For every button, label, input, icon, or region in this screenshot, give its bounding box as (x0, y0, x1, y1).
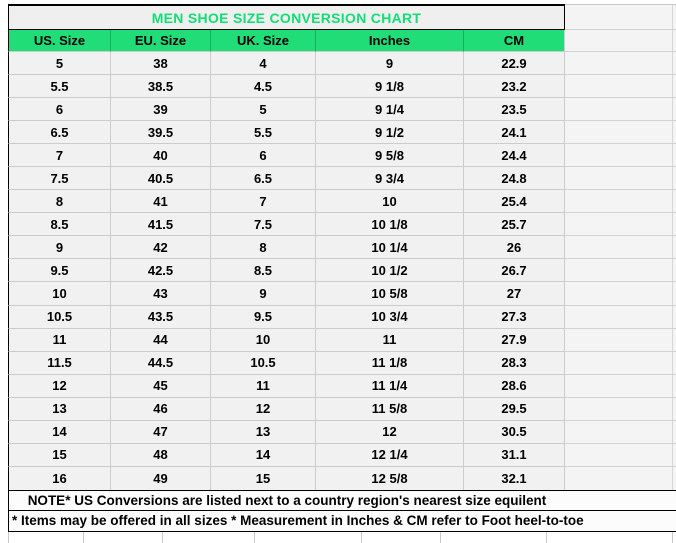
cell-cm: 24.4 (463, 144, 565, 167)
note-primary: NOTE* US Conversions are listed next to a country region's nearest size equilent (8, 490, 676, 511)
cell-cm: 24.8 (463, 167, 565, 190)
cell-inches: 11 (315, 329, 463, 352)
v-gridline (672, 532, 673, 543)
cell-eu-size: 44 (110, 329, 210, 352)
cell-uk-size: 13 (210, 421, 315, 444)
cell-inches: 10 5/8 (315, 282, 463, 305)
left-margin (0, 490, 8, 511)
cell-eu-size: 45 (110, 375, 210, 398)
left-margin (0, 236, 8, 259)
table-row (0, 75, 676, 98)
cell-eu-size: 47 (110, 421, 210, 444)
empty-column-cell (565, 236, 676, 259)
left-margin (0, 467, 8, 490)
empty-column-cell (565, 282, 676, 305)
page-title: MEN SHOE SIZE CONVERSION CHART (151, 9, 422, 26)
cell-inches: 11 5/8 (315, 398, 463, 421)
note-row-primary (0, 490, 676, 511)
v-gridline (672, 144, 673, 166)
cell-cm: 25.7 (463, 213, 565, 236)
cell-uk-size: 11 (210, 375, 315, 398)
cell-cm: 23.2 (463, 75, 565, 98)
table-row (0, 190, 676, 213)
table-row (0, 375, 676, 398)
empty-column-cell (565, 467, 676, 490)
cell-eu-size: 39.5 (110, 121, 210, 144)
left-margin (0, 75, 8, 98)
cell-inches: 10 1/8 (315, 213, 463, 236)
cell-uk-size: 5.5 (210, 121, 315, 144)
cell-us-size: 7 (8, 144, 110, 167)
table-row (0, 167, 676, 190)
v-gridline (672, 75, 673, 97)
table-row (0, 352, 676, 375)
cell-cm: 24.1 (463, 121, 565, 144)
cell-us-size: 9.5 (8, 259, 110, 282)
cell-inches: 10 (315, 190, 463, 213)
table-row (0, 329, 676, 352)
cell-cm: 23.5 (463, 98, 565, 121)
cell-uk-size: 6.5 (210, 167, 315, 190)
table-row (0, 213, 676, 236)
cell-cm: 30.5 (463, 421, 565, 444)
left-margin (0, 282, 8, 305)
cell-eu-size: 38.5 (110, 75, 210, 98)
cell-us-size: 8 (8, 190, 110, 213)
cell-us-size: 11.5 (8, 352, 110, 375)
cell-inches: 9 (315, 52, 463, 75)
table-row (0, 98, 676, 121)
cell-eu-size: 44.5 (110, 352, 210, 375)
v-gridline (672, 5, 673, 29)
empty-column-cell (565, 4, 676, 30)
v-gridline (672, 98, 673, 120)
v-gridline (672, 444, 673, 466)
cell-uk-size: 6 (210, 144, 315, 167)
cell-eu-size: 48 (110, 444, 210, 467)
cell-eu-size: 41.5 (110, 213, 210, 236)
cell-uk-size: 7.5 (210, 213, 315, 236)
cell-cm: 28.3 (463, 352, 565, 375)
table-row (0, 282, 676, 305)
empty-column-cell (565, 259, 676, 282)
left-margin (0, 511, 8, 532)
left-margin (0, 444, 8, 467)
table-row (0, 467, 676, 490)
cell-uk-size: 10 (210, 329, 315, 352)
cell-inches: 9 5/8 (315, 144, 463, 167)
v-gridline (361, 532, 362, 543)
column-header-uk-size: UK. Size (210, 30, 315, 52)
cell-uk-size: 9.5 (210, 306, 315, 329)
left-margin (0, 167, 8, 190)
cell-inches: 10 3/4 (315, 306, 463, 329)
empty-column-cell (565, 398, 676, 421)
cell-eu-size: 40 (110, 144, 210, 167)
table-row (0, 236, 676, 259)
column-header-cm: CM (463, 30, 565, 52)
cell-uk-size: 10.5 (210, 352, 315, 375)
title-row (0, 4, 676, 30)
cell-cm: 27.3 (463, 306, 565, 329)
cell-inches: 11 1/8 (315, 352, 463, 375)
cell-inches: 9 3/4 (315, 167, 463, 190)
table-row (0, 444, 676, 467)
left-margin (0, 52, 8, 75)
partial-next-row (0, 532, 676, 543)
cell-us-size: 16 (8, 467, 110, 490)
empty-column-cell (565, 121, 676, 144)
left-margin (0, 398, 8, 421)
v-gridline (672, 306, 673, 328)
empty-column-cell (565, 30, 676, 52)
empty-column-cell (565, 144, 676, 167)
chart-title-cell (8, 4, 565, 30)
left-margin (0, 144, 8, 167)
left-margin (0, 375, 8, 398)
column-header-eu-size: EU. Size (110, 30, 210, 52)
v-gridline (83, 532, 84, 543)
cell-uk-size: 15 (210, 467, 315, 490)
cell-eu-size: 41 (110, 190, 210, 213)
cell-us-size: 10.5 (8, 306, 110, 329)
cell-uk-size: 7 (210, 190, 315, 213)
cell-us-size: 14 (8, 421, 110, 444)
cell-uk-size: 8.5 (210, 259, 315, 282)
v-gridline (672, 190, 673, 212)
column-header-us-size: US. Size (8, 30, 110, 52)
cell-uk-size: 14 (210, 444, 315, 467)
v-gridline (672, 352, 673, 374)
left-margin (0, 190, 8, 213)
empty-column-cell (565, 375, 676, 398)
cell-cm: 26.7 (463, 259, 565, 282)
v-gridline (672, 421, 673, 443)
cell-cm: 28.6 (463, 375, 565, 398)
v-gridline (672, 259, 673, 281)
v-gridline (672, 375, 673, 397)
table-row (0, 121, 676, 144)
cell-us-size: 12 (8, 375, 110, 398)
cell-us-size: 5 (8, 52, 110, 75)
empty-column-cell (565, 444, 676, 467)
cell-us-size: 9 (8, 236, 110, 259)
cell-us-size: 8.5 (8, 213, 110, 236)
cell-eu-size: 40.5 (110, 167, 210, 190)
cell-inches: 9 1/4 (315, 98, 463, 121)
cell-inches: 9 1/2 (315, 121, 463, 144)
empty-column-cell (565, 329, 676, 352)
conversion-chart-table (0, 4, 676, 543)
cell-inches: 12 1/4 (315, 444, 463, 467)
cell-cm: 22.9 (463, 52, 565, 75)
v-gridline (672, 213, 673, 235)
left-margin (0, 329, 8, 352)
column-header-inches: Inches (315, 30, 463, 52)
cell-eu-size: 42 (110, 236, 210, 259)
empty-column-cell (565, 190, 676, 213)
cell-eu-size: 49 (110, 467, 210, 490)
empty-column-cell (565, 75, 676, 98)
empty-column-cell (565, 421, 676, 444)
v-gridline (8, 532, 9, 543)
cell-us-size: 5.5 (8, 75, 110, 98)
empty-column-cell (565, 306, 676, 329)
left-margin (0, 352, 8, 375)
cell-cm: 27 (463, 282, 565, 305)
left-margin (0, 306, 8, 329)
cell-eu-size: 39 (110, 98, 210, 121)
left-margin (0, 98, 8, 121)
table-row (0, 259, 676, 282)
empty-column-cell (565, 213, 676, 236)
cell-uk-size: 4.5 (210, 75, 315, 98)
note-row-secondary (0, 511, 676, 532)
left-margin (0, 259, 8, 282)
cell-inches: 12 5/8 (315, 467, 463, 490)
cell-cm: 31.1 (463, 444, 565, 467)
v-gridline (672, 52, 673, 74)
cell-cm: 29.5 (463, 398, 565, 421)
note-secondary: * Items may be offered in all sizes * Measurement in Inches & CM refer to Foot heel-to-toe (8, 511, 676, 532)
cell-cm: 26 (463, 236, 565, 259)
table-row (0, 421, 676, 444)
empty-column-cell (565, 52, 676, 75)
table-row (0, 398, 676, 421)
left-margin (0, 213, 8, 236)
cell-us-size: 6 (8, 98, 110, 121)
cell-us-size: 15 (8, 444, 110, 467)
v-gridline (672, 329, 673, 351)
v-gridline (672, 467, 673, 490)
cell-us-size: 7.5 (8, 167, 110, 190)
cell-inches: 9 1/8 (315, 75, 463, 98)
v-gridline (672, 398, 673, 420)
v-gridline (672, 121, 673, 143)
cell-eu-size: 38 (110, 52, 210, 75)
empty-column-cell (565, 98, 676, 121)
cell-eu-size: 43 (110, 282, 210, 305)
table-row (0, 144, 676, 167)
cell-uk-size: 12 (210, 398, 315, 421)
cell-uk-size: 5 (210, 98, 315, 121)
cell-uk-size: 8 (210, 236, 315, 259)
empty-column-cell (565, 167, 676, 190)
cell-uk-size: 4 (210, 52, 315, 75)
v-gridline (672, 167, 673, 189)
v-gridline (162, 532, 163, 543)
left-margin (0, 421, 8, 444)
table-row (0, 306, 676, 329)
cell-inches: 11 1/4 (315, 375, 463, 398)
column-header-row (0, 30, 676, 52)
cell-us-size: 11 (8, 329, 110, 352)
cell-inches: 10 1/4 (315, 236, 463, 259)
v-gridline (672, 30, 673, 51)
cell-eu-size: 42.5 (110, 259, 210, 282)
table-body (0, 52, 676, 490)
empty-column-cell (565, 352, 676, 375)
cell-eu-size: 43.5 (110, 306, 210, 329)
cell-us-size: 13 (8, 398, 110, 421)
cell-us-size: 10 (8, 282, 110, 305)
v-gridline (440, 532, 441, 543)
cell-cm: 32.1 (463, 467, 565, 490)
v-gridline (546, 532, 547, 543)
v-gridline (254, 532, 255, 543)
v-gridline (672, 236, 673, 258)
cell-inches: 10 1/2 (315, 259, 463, 282)
left-margin (0, 121, 8, 144)
cell-inches: 12 (315, 421, 463, 444)
v-gridline (672, 282, 673, 304)
cell-eu-size: 46 (110, 398, 210, 421)
left-margin (0, 4, 8, 30)
table-row (0, 52, 676, 75)
cell-cm: 25.4 (463, 190, 565, 213)
cell-uk-size: 9 (210, 282, 315, 305)
cell-us-size: 6.5 (8, 121, 110, 144)
left-margin (0, 30, 8, 52)
cell-cm: 27.9 (463, 329, 565, 352)
